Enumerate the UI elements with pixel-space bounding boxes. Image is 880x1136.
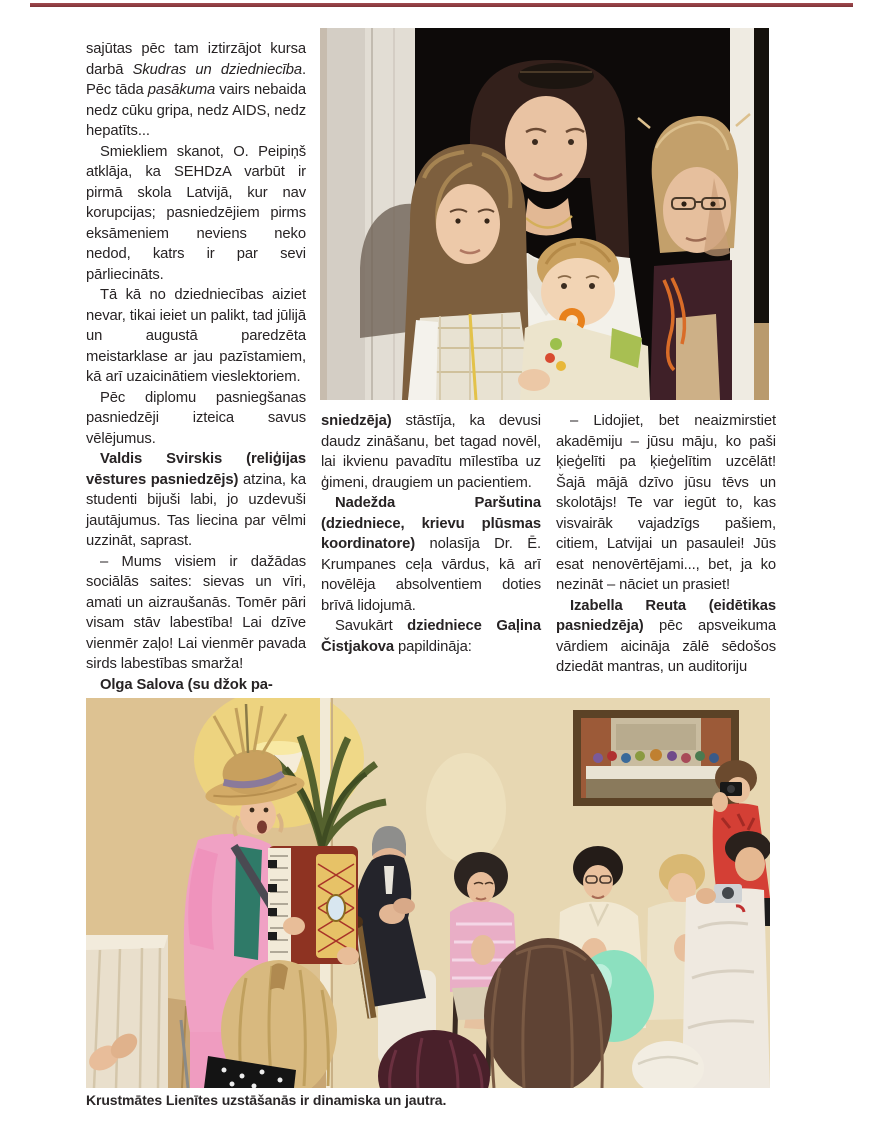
paragraph (321, 493, 541, 616)
text-segment: Valdis Svirskis (reliģijas vēstures pasniedzējs) (86, 451, 306, 488)
top-photo-illustration (320, 28, 769, 400)
text-segment: atzina, ka studenti bijuši labi, jo uzdevuši jautājumus. Tas liecina par vēlmi uzzināt, saprast. (86, 471, 306, 549)
text-column-middle (321, 411, 541, 657)
text-segment: Savukārt (335, 618, 408, 634)
accordion (268, 846, 359, 965)
text-segment: pasākuma (147, 82, 216, 98)
bottom-photo-accordion-performance (86, 698, 770, 1088)
text-segment: stāstīja, ka devusi daudz zināšanu, bet tagad novēl, lai ikvienu pavadītu mīlestība uz ģimeni, draugiem un pacientiem. (321, 413, 541, 491)
text-segment: Pēc diplomu pasniegšanas pasniedzēji izteica savus vēlējumus. (86, 389, 306, 447)
top-photo-doorway-group (320, 28, 769, 400)
paragraph (86, 388, 306, 450)
paragraph (86, 285, 306, 388)
paragraph (321, 411, 541, 493)
text-segment: Olga Salova (su džok pa- (100, 676, 273, 693)
paragraph (556, 596, 776, 678)
text-segment: – Lidojiet, bet neaizmirstiet akadēmiju – jūsu māju, ko paši ķieģelīti pa ķieģelītim uzcēlāt! Šajā mājā dzīvo jūsu tēvs un skolotājs! Te var iegūt to, kas visvairāk vajadzīgs pašiem, citiem, Latvijai un pasaulei! Jūs esat nenovērtējami..., bet, ja ko nezināt – nāciet un prasiet! (556, 413, 776, 593)
text-column-left (86, 39, 306, 695)
paragraph (86, 449, 306, 552)
text-column-right (556, 411, 776, 678)
last-supper-painting (573, 710, 739, 806)
text-segment: vairs nebaida nedz cūku gripa, nedz AIDS, nedz hepatīts... (86, 82, 306, 139)
paragraph (86, 675, 306, 696)
paragraph (556, 411, 776, 596)
text-segment: Skudras un dziedniecība (132, 61, 302, 78)
paragraph (321, 616, 541, 657)
text-segment: sajūtas pēc tam iztirzājot kursa darbā (86, 41, 306, 78)
text-segment: . Pēc tāda (86, 61, 306, 98)
text-segment: Nadežda Paršutina (dziedniece, krievu plūsmas koordinatore) (321, 495, 541, 552)
text-segment: Tā kā no dziedniecības aiziet nevar, tikai ieiet un palikt, tad jūlijā un augustā paredzēta meistarklase ar jau pazīstamiem, kā arī uzaicinātiem vieslektoriem. (86, 287, 306, 385)
page-top-rule (30, 3, 853, 7)
text-segment: Smiekliem skanot, O. Peipiņš atklāja, ka SEHDzA varbūt ir pirmā skola Latvijā, kur nav korupcijas; pasniedzējiem pirms eksāmeniem neviens neko nedod, katrs ir par sevi pārliecināts. (86, 143, 306, 283)
bottom-photo-illustration (86, 698, 770, 1088)
paragraph (86, 552, 306, 675)
text-segment: – Mums visiem ir dažādas sociālās saites: sievas un vīri, amati un aizraušanās. Tomēr pāri visam stāv labestība! Lai dzīve vienmēr zaļo! Lai vienmēr pavada sirds labestības smarža! (86, 553, 306, 672)
bottom-photo-caption: Krustmātes Lienītes uzstāšanās ir dinamiska un jautra. (86, 1092, 447, 1108)
text-segment: dziedniece Gaļina Čistjakova (321, 618, 541, 655)
text-segment: nolasīja Dr. Ē. Krumpanes ceļa vārdus, kā arī novēlēja absolventiem doties brīvā lidojumā. (321, 536, 541, 614)
teen-girl-figure (402, 144, 532, 400)
text-segment: Izabella Reuta (eidētikas pasniedzēja) (556, 597, 776, 634)
text-segment: pēc apsveikuma vārdiem aicināja zālē sēdošos dziedāt mantras, un auditoriju (556, 618, 776, 675)
paragraph (86, 142, 306, 286)
text-segment: sniedzēja) (321, 413, 392, 429)
paragraph (86, 39, 306, 142)
text-segment: papildināja: (394, 638, 472, 655)
